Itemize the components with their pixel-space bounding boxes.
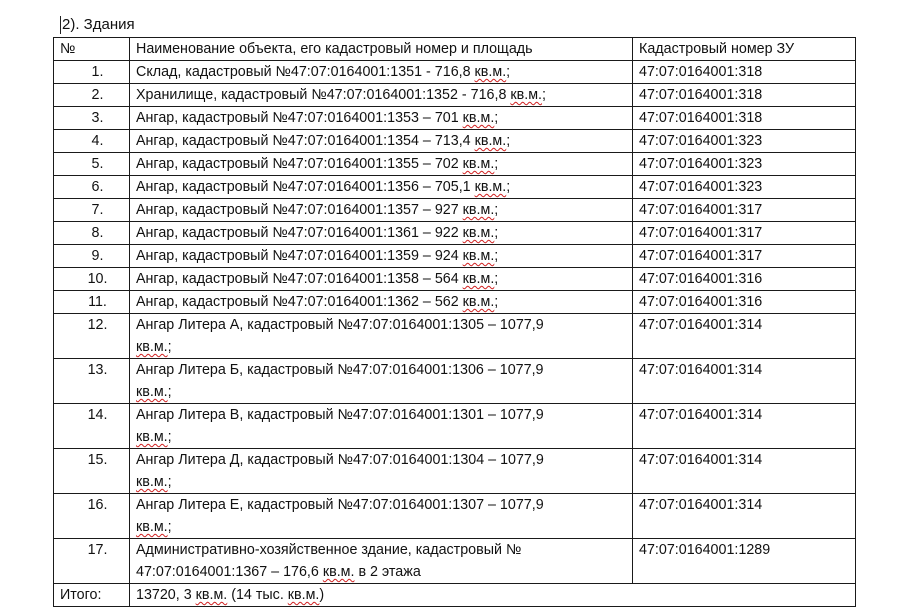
area-unit: кв.м.	[136, 519, 168, 535]
description-suffix: ;	[167, 384, 172, 400]
row-number: 17.	[54, 539, 130, 584]
spellcheck-word: кв.м.	[287, 587, 320, 603]
area-unit: кв.м.	[462, 110, 495, 126]
row-number: 10.	[54, 268, 130, 291]
total-value: 13720, 3 кв.м. (14 тыс. кв.м.)	[130, 584, 856, 607]
row-number: 4.	[54, 130, 130, 153]
description-suffix: ;	[494, 156, 499, 172]
land-cadastral-number: 47:07:0164001:317	[633, 245, 856, 268]
table-row	[54, 84, 856, 107]
table-row	[54, 130, 856, 153]
description-suffix: ;	[494, 248, 499, 264]
description-text: Ангар, кадастровый №47:07:0164001:1357 – 927	[136, 202, 463, 218]
table-row	[54, 199, 856, 222]
object-description	[130, 84, 633, 107]
land-cadastral-number: 47:07:0164001:1289	[633, 539, 856, 584]
row-number: 15.	[54, 449, 130, 494]
land-cadastral-number: 47:07:0164001:318	[633, 84, 856, 107]
table-header-row	[54, 38, 856, 61]
description-text: Ангар, кадастровый №47:07:0164001:1353 – 701	[136, 110, 463, 126]
description-text: Ангар Литера Е, кадастровый №47:07:0164001:1307 – 1077,9	[136, 497, 544, 513]
object-description	[130, 494, 633, 539]
description-suffix: ;	[494, 225, 499, 241]
area-unit: кв.м.	[136, 339, 168, 355]
total-row	[54, 584, 856, 607]
land-cadastral-number: 47:07:0164001:323	[633, 153, 856, 176]
land-cadastral-number: 47:07:0164001:323	[633, 130, 856, 153]
description-suffix: ;	[506, 133, 511, 149]
object-description	[130, 107, 633, 130]
description-text: Ангар Литера В, кадастровый №47:07:0164001:1301 – 1077,9	[136, 407, 544, 423]
description-text-line2: 47:07:0164001:1367 – 176,6	[136, 564, 323, 580]
table-row	[54, 494, 856, 539]
description-suffix: ;	[167, 519, 172, 535]
description-text: Хранилище, кадастровый №47:07:0164001:1352 - 716,8	[136, 87, 511, 103]
table-body	[54, 61, 856, 584]
section-title: 2). Здания	[62, 16, 135, 33]
description-suffix: ;	[506, 64, 511, 80]
table-row	[54, 449, 856, 494]
object-description	[130, 539, 633, 584]
object-description	[130, 199, 633, 222]
row-number: 12.	[54, 314, 130, 359]
area-unit: кв.м.	[462, 294, 495, 310]
total-label: Итого:	[54, 584, 130, 607]
object-description	[130, 314, 633, 359]
row-number: 3.	[54, 107, 130, 130]
table-row	[54, 539, 856, 584]
description-text: Ангар Литера А, кадастровый №47:07:0164001:1305 – 1077,9	[136, 317, 544, 333]
row-number: 8.	[54, 222, 130, 245]
table-row	[54, 359, 856, 404]
description-text: Административно-хозяйственное здание, кадастровый №	[136, 542, 522, 558]
table-row	[54, 107, 856, 130]
area-unit: кв.м.	[462, 225, 495, 241]
object-description	[130, 449, 633, 494]
table-row	[54, 61, 856, 84]
col-header-name: Наименование объекта, его кадастровый номер и площадь	[130, 38, 633, 61]
description-suffix: ;	[494, 202, 499, 218]
area-unit: кв.м.	[474, 133, 507, 149]
description-text: Склад, кадастровый №47:07:0164001:1351 - 716,8	[136, 64, 475, 80]
description-text: Ангар, кадастровый №47:07:0164001:1358 – 564	[136, 271, 463, 287]
table-row	[54, 245, 856, 268]
table-row	[54, 404, 856, 449]
land-cadastral-number: 47:07:0164001:316	[633, 268, 856, 291]
description-text: Ангар Литера Б, кадастровый №47:07:0164001:1306 – 1077,9	[136, 362, 544, 378]
row-number: 6.	[54, 176, 130, 199]
description-suffix: ;	[167, 474, 172, 490]
land-cadastral-number: 47:07:0164001:314	[633, 314, 856, 359]
row-number: 5.	[54, 153, 130, 176]
area-unit: кв.м.	[462, 156, 495, 172]
description-suffix: ;	[506, 179, 511, 195]
col-header-number: №	[54, 38, 130, 61]
description-suffix: ;	[494, 271, 499, 287]
object-description	[130, 404, 633, 449]
buildings-table	[53, 37, 856, 607]
description-text: Ангар, кадастровый №47:07:0164001:1354 – 713,4	[136, 133, 475, 149]
row-number: 9.	[54, 245, 130, 268]
description-suffix: ;	[542, 87, 546, 103]
description-suffix: в 2 этажа	[354, 564, 421, 580]
land-cadastral-number: 47:07:0164001:316	[633, 291, 856, 314]
object-description	[130, 130, 633, 153]
land-cadastral-number: 47:07:0164001:314	[633, 404, 856, 449]
description-suffix: ;	[494, 110, 499, 126]
land-cadastral-number: 47:07:0164001:317	[633, 222, 856, 245]
description-suffix: ;	[167, 429, 172, 445]
object-description	[130, 268, 633, 291]
description-text: Ангар, кадастровый №47:07:0164001:1361 – 922	[136, 225, 463, 241]
table-row	[54, 268, 856, 291]
table-row	[54, 153, 856, 176]
description-suffix: ;	[167, 339, 172, 355]
area-unit: кв.м.	[136, 474, 168, 490]
row-number: 14.	[54, 404, 130, 449]
description-text: Ангар, кадастровый №47:07:0164001:1356 – 705,1	[136, 179, 475, 195]
area-unit: кв.м.	[462, 202, 495, 218]
area-unit: кв.м.	[322, 564, 355, 580]
object-description	[130, 222, 633, 245]
area-unit: кв.м.	[136, 429, 168, 445]
land-cadastral-number: 47:07:0164001:323	[633, 176, 856, 199]
land-cadastral-number: 47:07:0164001:314	[633, 494, 856, 539]
table-row	[54, 291, 856, 314]
object-description	[130, 245, 633, 268]
table-row	[54, 314, 856, 359]
land-cadastral-number: 47:07:0164001:317	[633, 199, 856, 222]
description-text: Ангар Литера Д, кадастровый №47:07:0164001:1304 – 1077,9	[136, 452, 544, 468]
object-description	[130, 359, 633, 404]
row-number: 11.	[54, 291, 130, 314]
table-row	[54, 222, 856, 245]
row-number: 2.	[54, 84, 130, 107]
spellcheck-word: кв.м.	[195, 587, 228, 603]
description-text: Ангар, кадастровый №47:07:0164001:1359 – 924	[136, 248, 463, 264]
row-number: 7.	[54, 199, 130, 222]
section-heading	[60, 15, 135, 35]
row-number: 1.	[54, 61, 130, 84]
object-description	[130, 153, 633, 176]
land-cadastral-number: 47:07:0164001:314	[633, 359, 856, 404]
table-row	[54, 176, 856, 199]
object-description	[130, 291, 633, 314]
description-text: Ангар, кадастровый №47:07:0164001:1362 – 562	[136, 294, 463, 310]
land-cadastral-number: 47:07:0164001:318	[633, 61, 856, 84]
area-unit: кв.м.	[462, 248, 495, 264]
text-cursor	[60, 16, 61, 34]
area-unit: кв.м.	[474, 179, 507, 195]
description-text: Ангар, кадастровый №47:07:0164001:1355 – 702	[136, 156, 463, 172]
description-suffix: ;	[494, 294, 499, 310]
object-description	[130, 176, 633, 199]
row-number: 13.	[54, 359, 130, 404]
area-unit: кв.м.	[462, 271, 495, 287]
col-header-cadastral-zu: Кадастровый номер ЗУ	[633, 38, 856, 61]
object-description	[130, 61, 633, 84]
land-cadastral-number: 47:07:0164001:314	[633, 449, 856, 494]
area-unit: кв.м.	[136, 384, 168, 400]
area-unit: кв.м.	[474, 64, 507, 80]
land-cadastral-number: 47:07:0164001:318	[633, 107, 856, 130]
area-unit: кв.м.	[510, 87, 542, 103]
row-number: 16.	[54, 494, 130, 539]
